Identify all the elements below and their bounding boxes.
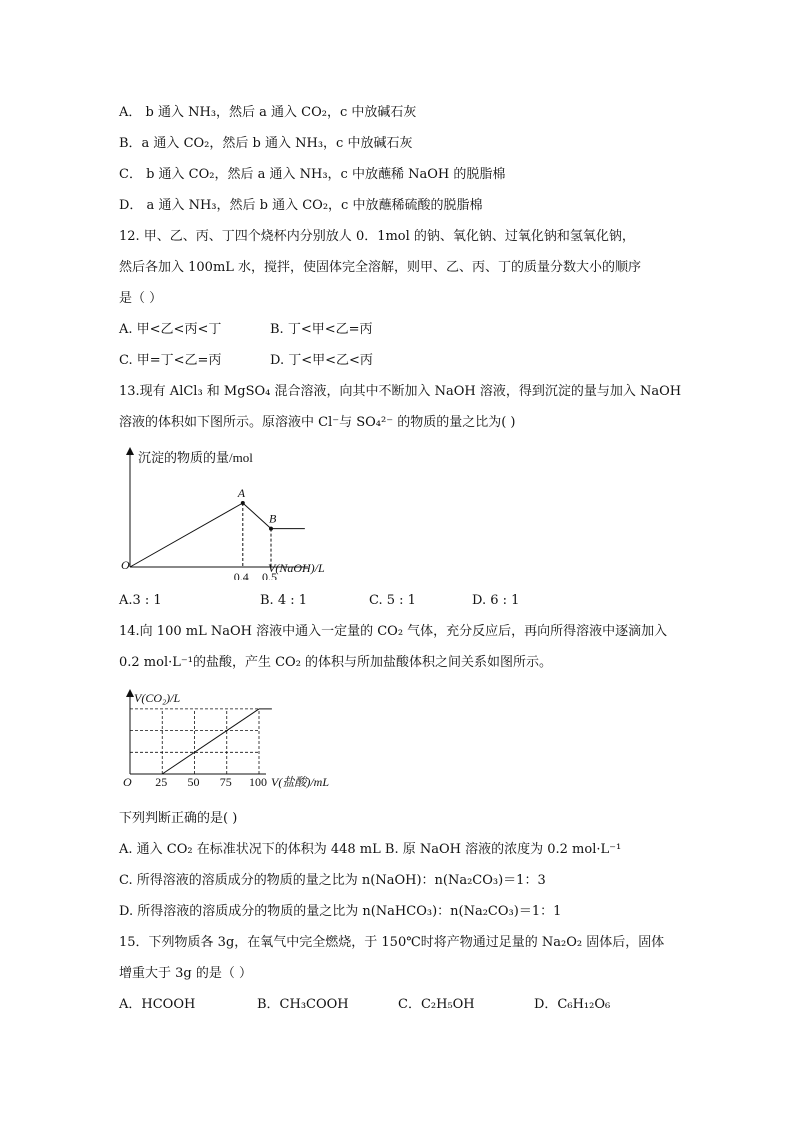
q14-x-tick-label: 50: [187, 775, 200, 789]
q13-point-label-a: A: [237, 486, 246, 500]
q13-origin-label: O: [121, 558, 130, 572]
q11-option-a: A． b 通入 NH₃，然后 a 通入 CO₂，c 中放碱石灰: [119, 105, 417, 120]
q14-option-ab: A. 通入 CO₂ 在标准状况下的体积为 448 mL B. 原 NaOH 溶液的浓度为 0.2 mol·L⁻¹: [119, 842, 622, 857]
q15-stem-line1: 15．下列物质各 3g，在氧气中完全燃烧，于 150℃时将产物通过足量的 Na₂O₂ 固体后，固体: [119, 935, 665, 950]
q13-option-c: C. 5 : 1: [369, 593, 416, 608]
q12-option-b: B. 丁<甲<乙=丙: [270, 322, 373, 337]
q13-x-tick-label: 0.5: [262, 570, 277, 580]
q13-chart: [110, 445, 360, 580]
q12-stem-line2: 然后各加入 100mL 水，搅拌，使固体完全溶解，则甲、乙、丙、丁的质量分数大小的顺序: [119, 260, 642, 275]
q13-series-segment: [130, 503, 243, 567]
q11-option-d: D． a 通入 NH₃，然后 b 通入 CO₂，c 中放蘸稀硫酸的脱脂棉: [119, 198, 483, 213]
q14-stem-line3: 下列判断正确的是( ): [119, 811, 238, 826]
q13-stem-line1: 13.现有 AlCl₃ 和 MgSO₄ 混合溶液，向其中不断加入 NaOH 溶液，得到沉淀的量与加入 NaOH: [119, 384, 682, 399]
q13-option-a: A.3 : 1: [119, 593, 162, 608]
q15-stem-line2: 增重大于 3g 的是（ ）: [119, 966, 252, 981]
q13-point-a: [241, 501, 245, 505]
q14-x-tick-label: 100: [249, 775, 267, 789]
q13-y-label: 沉淀的物质的量/mol: [138, 450, 253, 465]
q15-option-a: A．HCOOH: [119, 997, 196, 1012]
q13-option-b: B. 4 : 1: [260, 593, 308, 608]
q14-origin-label: O: [123, 775, 132, 789]
q14-stem-line1: 14.向 100 mL NaOH 溶液中通入一定量的 CO₂ 气体，充分反应后，再向所得溶液中逐滴加入: [119, 624, 668, 639]
q12-option-a: A. 甲<乙<丙<丁: [119, 322, 222, 337]
q12-option-d: D. 丁<甲<乙<丙: [270, 353, 373, 368]
q13-x-tick-label: 0.4: [233, 570, 249, 580]
q14-option-c: C. 所得溶液的溶质成分的物质的量之比为 n(NaOH)：n(Na₂CO₃)＝1：3: [119, 873, 546, 888]
q14-y-label: V(CO₂)/L: [134, 691, 181, 705]
q11-option-c: C． b 通入 CO₂，然后 a 通入 NH₃，c 中放蘸稀 NaOH 的脱脂棉: [119, 167, 506, 182]
q12-option-c: C. 甲=丁<乙=丙: [119, 353, 222, 368]
q14-x-label: V(盐酸)/mL: [271, 775, 329, 789]
q11-option-b: B．a 通入 CO₂，然后 b 通入 NH₃，c 中放碱石灰: [119, 136, 413, 151]
q14-x-tick-label: 75: [219, 775, 232, 789]
q14-option-d: D. 所得溶液的溶质成分的物质的量之比为 n(NaHCO₃)：n(Na₂CO₃)＝1：1: [119, 904, 562, 919]
q14-stem-line2: 0.2 mol·L⁻¹的盐酸，产生 CO₂ 的体积与所加盐酸体积之间关系如图所示。: [119, 655, 553, 670]
q13-point-label-b: B: [269, 511, 277, 526]
q15-option-d: D．C₆H₁₂O₆: [534, 997, 611, 1012]
q15-option-c: C．C₂H₅OH: [398, 997, 475, 1012]
q13-series-segment: [243, 503, 271, 529]
q14-chart: [118, 688, 368, 794]
q14-x-tick-label: 25: [155, 775, 168, 789]
q13-option-d: D. 6 : 1: [472, 593, 520, 608]
q14-series-segment: [162, 709, 259, 774]
q12-stem-line3: 是（ ）: [119, 291, 163, 306]
q13-x-label: V(NaOH)/L: [268, 561, 325, 575]
q15-option-b: B．CH₃COOH: [257, 997, 349, 1012]
q12-stem-line1: 12. 甲、乙、丙、丁四个烧杯内分别放人 0．1mol 的钠、氧化钠、过氧化钠和氢氧化钠，: [119, 229, 635, 244]
q13-point-b: [269, 527, 273, 531]
q13-stem-line2: 溶液的体积如下图所示。原溶液中 Cl⁻与 SO₄²⁻ 的物质的量之比为( ): [119, 415, 516, 430]
